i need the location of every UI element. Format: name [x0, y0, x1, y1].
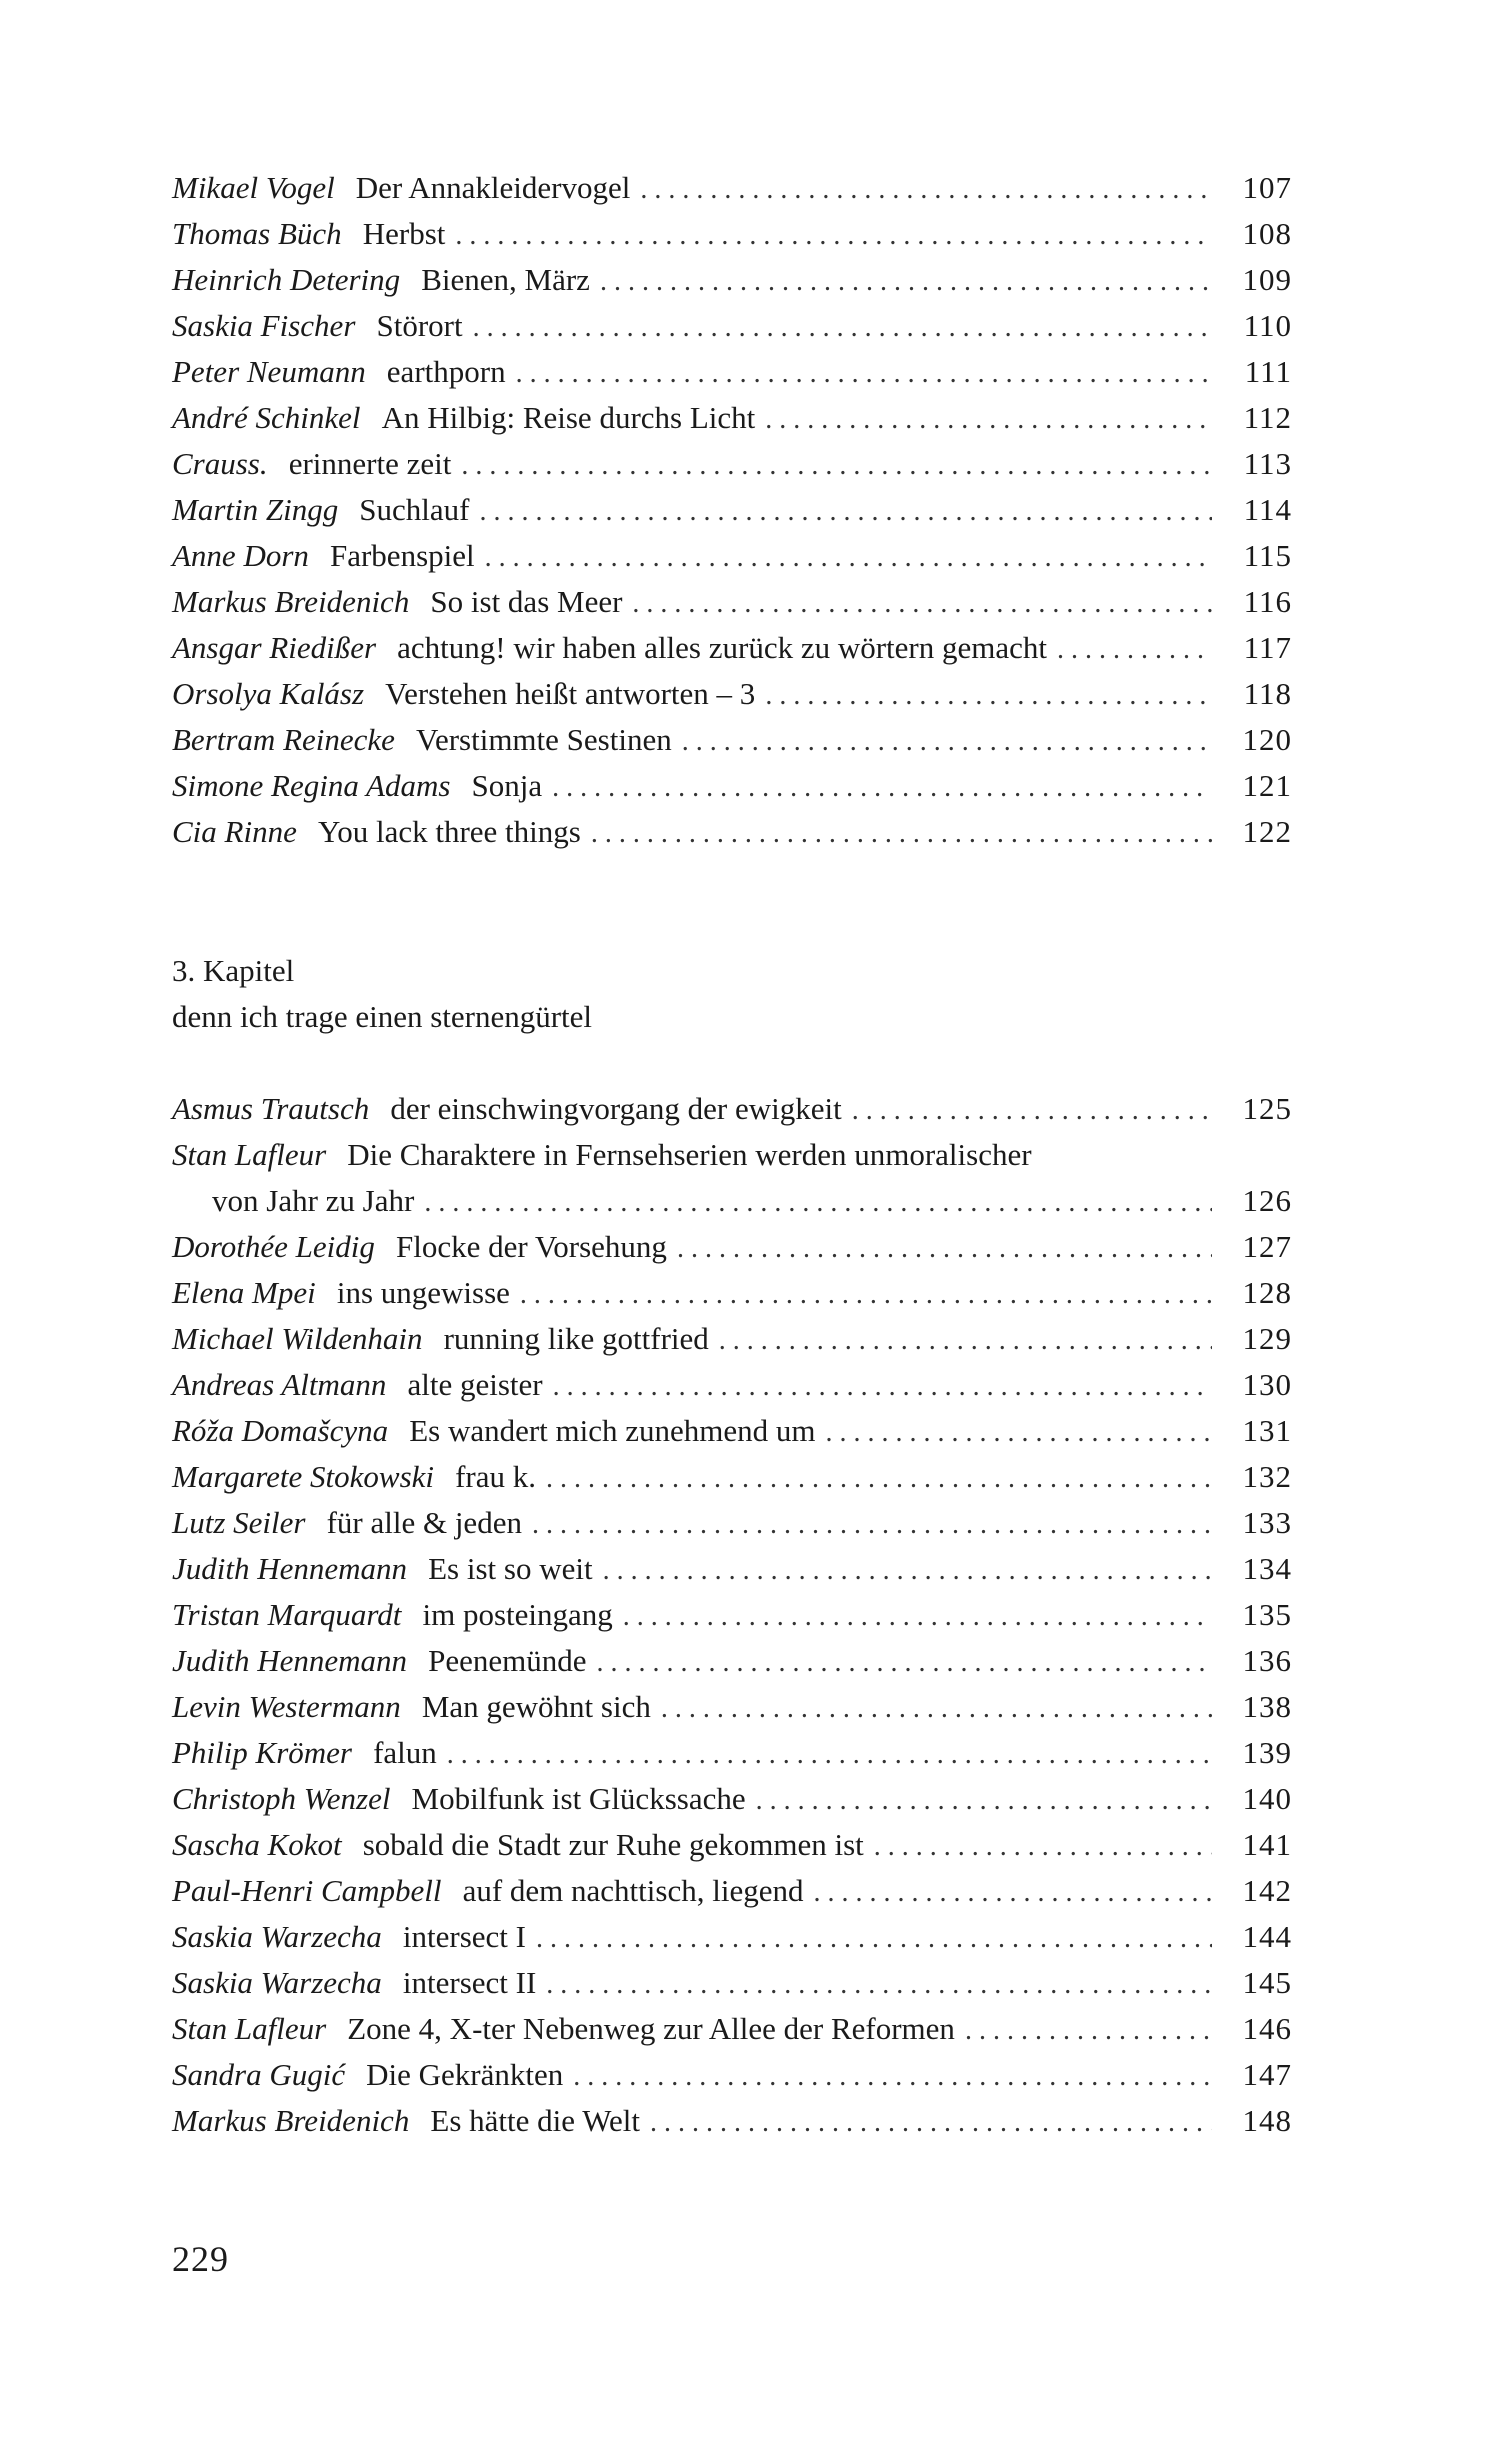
dot-leader — [546, 1962, 1212, 2008]
toc-author: Michael Wildenhain — [172, 1321, 423, 1356]
toc-title: achtung! wir haben alles zurück zu wörtern gemacht — [397, 630, 1048, 665]
toc-author: Saskia Fischer — [172, 308, 356, 343]
toc-page-number: 115 — [1243, 538, 1292, 573]
toc-page-number: 144 — [1242, 1919, 1292, 1954]
dot-leader — [756, 1778, 1212, 1824]
toc-page-number: 148 — [1242, 2103, 1292, 2138]
toc-page-number: 110 — [1243, 308, 1292, 343]
toc-title: Farbenspiel — [329, 538, 475, 573]
toc-page-number: 132 — [1242, 1459, 1292, 1494]
toc-entry — [172, 1592, 1292, 1638]
toc-author: Martin Zingg — [172, 492, 339, 527]
toc-entry — [172, 2052, 1292, 2098]
toc-title: frau k. — [455, 1459, 537, 1494]
dot-leader — [623, 1594, 1212, 1640]
toc-title: Die Gekränkten — [366, 2057, 564, 2092]
toc-entry — [172, 1086, 1292, 1132]
dot-leader — [765, 397, 1212, 443]
dot-leader — [485, 535, 1212, 581]
toc-title: Mobilfunk ist Glückssache — [411, 1781, 746, 1816]
toc-entry — [172, 1316, 1292, 1362]
toc-title: Man gewöhnt sich — [421, 1689, 651, 1724]
toc-title: für alle & jeden — [326, 1505, 522, 1540]
toc-entry — [172, 763, 1292, 809]
toc-title: intersect II — [402, 1965, 537, 2000]
toc-page-number: 129 — [1242, 1321, 1292, 1356]
toc-author: Anne Dorn — [172, 538, 309, 573]
dot-leader — [640, 167, 1212, 213]
dot-leader — [480, 489, 1213, 535]
toc-title: Bienen, März — [421, 262, 590, 297]
toc-title-continuation: von Jahr zu Jahr — [212, 1183, 415, 1218]
toc-entry — [172, 1684, 1292, 1730]
toc-section-1 — [172, 165, 1292, 855]
toc-page-number: 114 — [1243, 492, 1292, 527]
toc-page-number: 128 — [1242, 1275, 1292, 1310]
dot-leader — [553, 1364, 1212, 1410]
toc-entry — [172, 625, 1292, 671]
toc-page-number: 121 — [1242, 768, 1292, 803]
dot-leader — [532, 1502, 1212, 1548]
toc-entry — [172, 1270, 1292, 1316]
dot-leader — [455, 213, 1212, 259]
toc-author: Róža Domašcyna — [172, 1413, 389, 1448]
toc-author: Peter Neumann — [172, 354, 366, 389]
toc-page-number: 141 — [1242, 1827, 1292, 1862]
toc-entry — [172, 303, 1292, 349]
toc-page-number: 136 — [1242, 1643, 1292, 1678]
toc-page-number: 146 — [1242, 2011, 1292, 2046]
dot-leader — [661, 1686, 1212, 1732]
toc-title: der einschwingvorgang der ewigkeit — [390, 1091, 842, 1126]
toc-entry — [172, 1408, 1292, 1454]
toc-title: Der Annakleidervogel — [355, 170, 631, 205]
dot-leader — [603, 1548, 1212, 1594]
toc-author: Orsolya Kalász — [172, 676, 365, 711]
toc-entry — [172, 1500, 1292, 1546]
toc-author: Judith Hennemann — [172, 1643, 408, 1678]
toc-entry — [172, 1822, 1292, 1868]
toc-page-number: 107 — [1242, 170, 1292, 205]
dot-leader — [552, 765, 1212, 811]
dot-leader — [424, 1180, 1212, 1226]
dot-leader — [874, 1824, 1212, 1870]
chapter-title: denn ich trage einen sternengürtel — [172, 999, 593, 1034]
toc-title: erinnerte zeit — [288, 446, 452, 481]
toc-entry — [172, 671, 1292, 717]
dot-leader — [765, 673, 1212, 719]
dot-leader — [597, 1640, 1213, 1686]
toc-title: Verstehen heißt antworten – 3 — [385, 676, 756, 711]
toc-page-number: 108 — [1242, 216, 1292, 251]
toc-author: Bertram Reinecke — [172, 722, 395, 757]
dot-leader — [516, 351, 1212, 397]
toc-title: auf dem nachttisch, liegend — [462, 1873, 804, 1908]
toc-author: Saskia Warzecha — [172, 1965, 382, 2000]
toc-author: Mikael Vogel — [172, 170, 335, 205]
toc-title: Es hätte die Welt — [430, 2103, 640, 2138]
toc-entry — [172, 533, 1292, 579]
toc-entry — [172, 1914, 1292, 1960]
toc-author: Levin Westermann — [172, 1689, 401, 1724]
toc-author: Cia Rinne — [172, 814, 297, 849]
toc-entry-continuation — [172, 1178, 1292, 1224]
toc-page-number: 145 — [1242, 1965, 1292, 2000]
dot-leader — [632, 581, 1212, 627]
toc-page-number: 113 — [1243, 446, 1292, 481]
toc-title: im posteingang — [422, 1597, 613, 1632]
toc-author: Heinrich Detering — [172, 262, 401, 297]
dot-leader — [826, 1410, 1212, 1456]
toc-entry — [172, 1638, 1292, 1684]
toc-section-2 — [172, 1086, 1292, 2144]
toc-entry — [172, 165, 1292, 211]
dot-leader — [546, 1456, 1212, 1502]
dot-leader — [461, 443, 1212, 489]
chapter-number: 3. Kapitel — [172, 953, 295, 988]
toc-page-number: 122 — [1242, 814, 1292, 849]
toc-author: Thomas Büch — [172, 216, 342, 251]
toc-author: Asmus Trautsch — [172, 1091, 370, 1126]
toc-author: Sascha Kokot — [172, 1827, 342, 1862]
dot-leader — [573, 2054, 1212, 2100]
toc-title: earthporn — [386, 354, 506, 389]
toc-page-number: 130 — [1242, 1367, 1292, 1402]
toc-title: falun — [373, 1735, 437, 1770]
chapter-heading — [172, 948, 592, 1040]
toc-page-number: 125 — [1242, 1091, 1292, 1126]
toc-title: Verstimmte Sestinen — [416, 722, 672, 757]
toc-page-number: 112 — [1243, 400, 1292, 435]
toc-author: Markus Breidenich — [172, 2103, 410, 2138]
toc-title: running like gottfried — [443, 1321, 709, 1356]
toc-author: Elena Mpei — [172, 1275, 316, 1310]
toc-title: Störort — [376, 308, 463, 343]
toc-author: Judith Hennemann — [172, 1551, 408, 1586]
toc-page-number: 111 — [1244, 354, 1292, 389]
toc-title: Herbst — [362, 216, 446, 251]
toc-entry — [172, 2098, 1292, 2144]
toc-title: An Hilbig: Reise durchs Licht — [381, 400, 756, 435]
toc-author: Stan Lafleur — [172, 1137, 327, 1172]
toc-author: Christoph Wenzel — [172, 1781, 391, 1816]
dot-leader — [677, 1226, 1212, 1272]
toc-entry — [172, 395, 1292, 441]
dot-leader — [650, 2100, 1212, 2146]
dot-leader — [447, 1732, 1212, 1778]
toc-page-number: 138 — [1242, 1689, 1292, 1724]
dot-leader — [520, 1272, 1212, 1318]
toc-entry — [172, 1224, 1292, 1270]
toc-page-number: 147 — [1242, 2057, 1292, 2092]
toc-page-number: 118 — [1243, 676, 1292, 711]
toc-entry — [172, 2006, 1292, 2052]
toc-title: Es wandert mich zunehmend um — [409, 1413, 816, 1448]
dot-leader — [536, 1916, 1212, 1962]
toc-title: So ist das Meer — [430, 584, 623, 619]
toc-author: Andreas Altmann — [172, 1367, 387, 1402]
toc-author: Stan Lafleur — [172, 2011, 327, 2046]
toc-page-number: 135 — [1242, 1597, 1292, 1632]
toc-title: Es ist so weit — [428, 1551, 593, 1586]
dot-leader — [473, 305, 1212, 351]
toc-author: Philip Krömer — [172, 1735, 352, 1770]
toc-title: Zone 4, X-ter Nebenweg zur Allee der Reformen — [347, 2011, 955, 2046]
toc-author: Sandra Gugić — [172, 2057, 346, 2092]
toc-entry — [172, 579, 1292, 625]
toc-entry — [172, 487, 1292, 533]
toc-page-number: 126 — [1242, 1183, 1292, 1218]
toc-entry — [172, 809, 1292, 855]
toc-entry — [172, 1868, 1292, 1914]
toc-author: Ansgar Riedißer — [172, 630, 377, 665]
toc-page-number: 117 — [1243, 630, 1292, 665]
toc-title: ins ungewisse — [336, 1275, 510, 1310]
toc-entry — [172, 349, 1292, 395]
toc-author: Saskia Warzecha — [172, 1919, 382, 1954]
toc-page-number: 133 — [1242, 1505, 1292, 1540]
toc-author: Dorothée Leidig — [172, 1229, 375, 1264]
toc-page-number: 116 — [1243, 584, 1292, 619]
toc-author: André Schinkel — [172, 400, 361, 435]
dot-leader — [719, 1318, 1212, 1364]
toc-entry — [172, 257, 1292, 303]
toc-title: Peenemünde — [428, 1643, 587, 1678]
page-number: 229 — [172, 2239, 229, 2279]
toc-page-number: 127 — [1242, 1229, 1292, 1264]
toc-entry — [172, 441, 1292, 487]
toc-title: Sonja — [471, 768, 543, 803]
toc-page-number: 131 — [1242, 1413, 1292, 1448]
toc-author: Paul-Henri Campbell — [172, 1873, 442, 1908]
toc-author: Lutz Seiler — [172, 1505, 306, 1540]
toc-entry — [172, 211, 1292, 257]
toc-author: Crauss. — [172, 446, 268, 481]
dot-leader — [813, 1870, 1212, 1916]
toc-page-number: 140 — [1242, 1781, 1292, 1816]
dot-leader — [1057, 627, 1212, 673]
toc-page-number: 142 — [1242, 1873, 1292, 1908]
toc-entry — [172, 1454, 1292, 1500]
toc-title: intersect I — [402, 1919, 526, 1954]
toc-author: Markus Breidenich — [172, 584, 410, 619]
toc-entry — [172, 1362, 1292, 1408]
dot-leader — [682, 719, 1212, 765]
toc-title: Suchlauf — [359, 492, 470, 527]
toc-page-number: 134 — [1242, 1551, 1292, 1586]
dot-leader — [965, 2008, 1212, 2054]
toc-entry — [172, 1132, 1292, 1178]
toc-page-number: 139 — [1242, 1735, 1292, 1770]
toc-page-number: 109 — [1242, 262, 1292, 297]
toc-author: Tristan Marquardt — [172, 1597, 402, 1632]
toc-entry — [172, 1776, 1292, 1822]
dot-leader — [852, 1088, 1212, 1134]
toc-author: Simone Regina Adams — [172, 768, 451, 803]
dot-leader — [600, 259, 1212, 305]
toc-entry — [172, 1546, 1292, 1592]
toc-title: alte geister — [407, 1367, 543, 1402]
dot-leader — [591, 811, 1212, 857]
toc-page-number: 120 — [1242, 722, 1292, 757]
toc-title: sobald die Stadt zur Ruhe gekommen ist — [362, 1827, 864, 1862]
toc-title: You lack three things — [317, 814, 581, 849]
toc-title: Flocke der Vorsehung — [396, 1229, 667, 1264]
toc-title: Die Charaktere in Fernsehserien werden unmoralischer — [347, 1137, 1032, 1172]
toc-entry — [172, 1730, 1292, 1776]
toc-entry — [172, 717, 1292, 763]
toc-entry — [172, 1960, 1292, 2006]
toc-author: Margarete Stokowski — [172, 1459, 435, 1494]
